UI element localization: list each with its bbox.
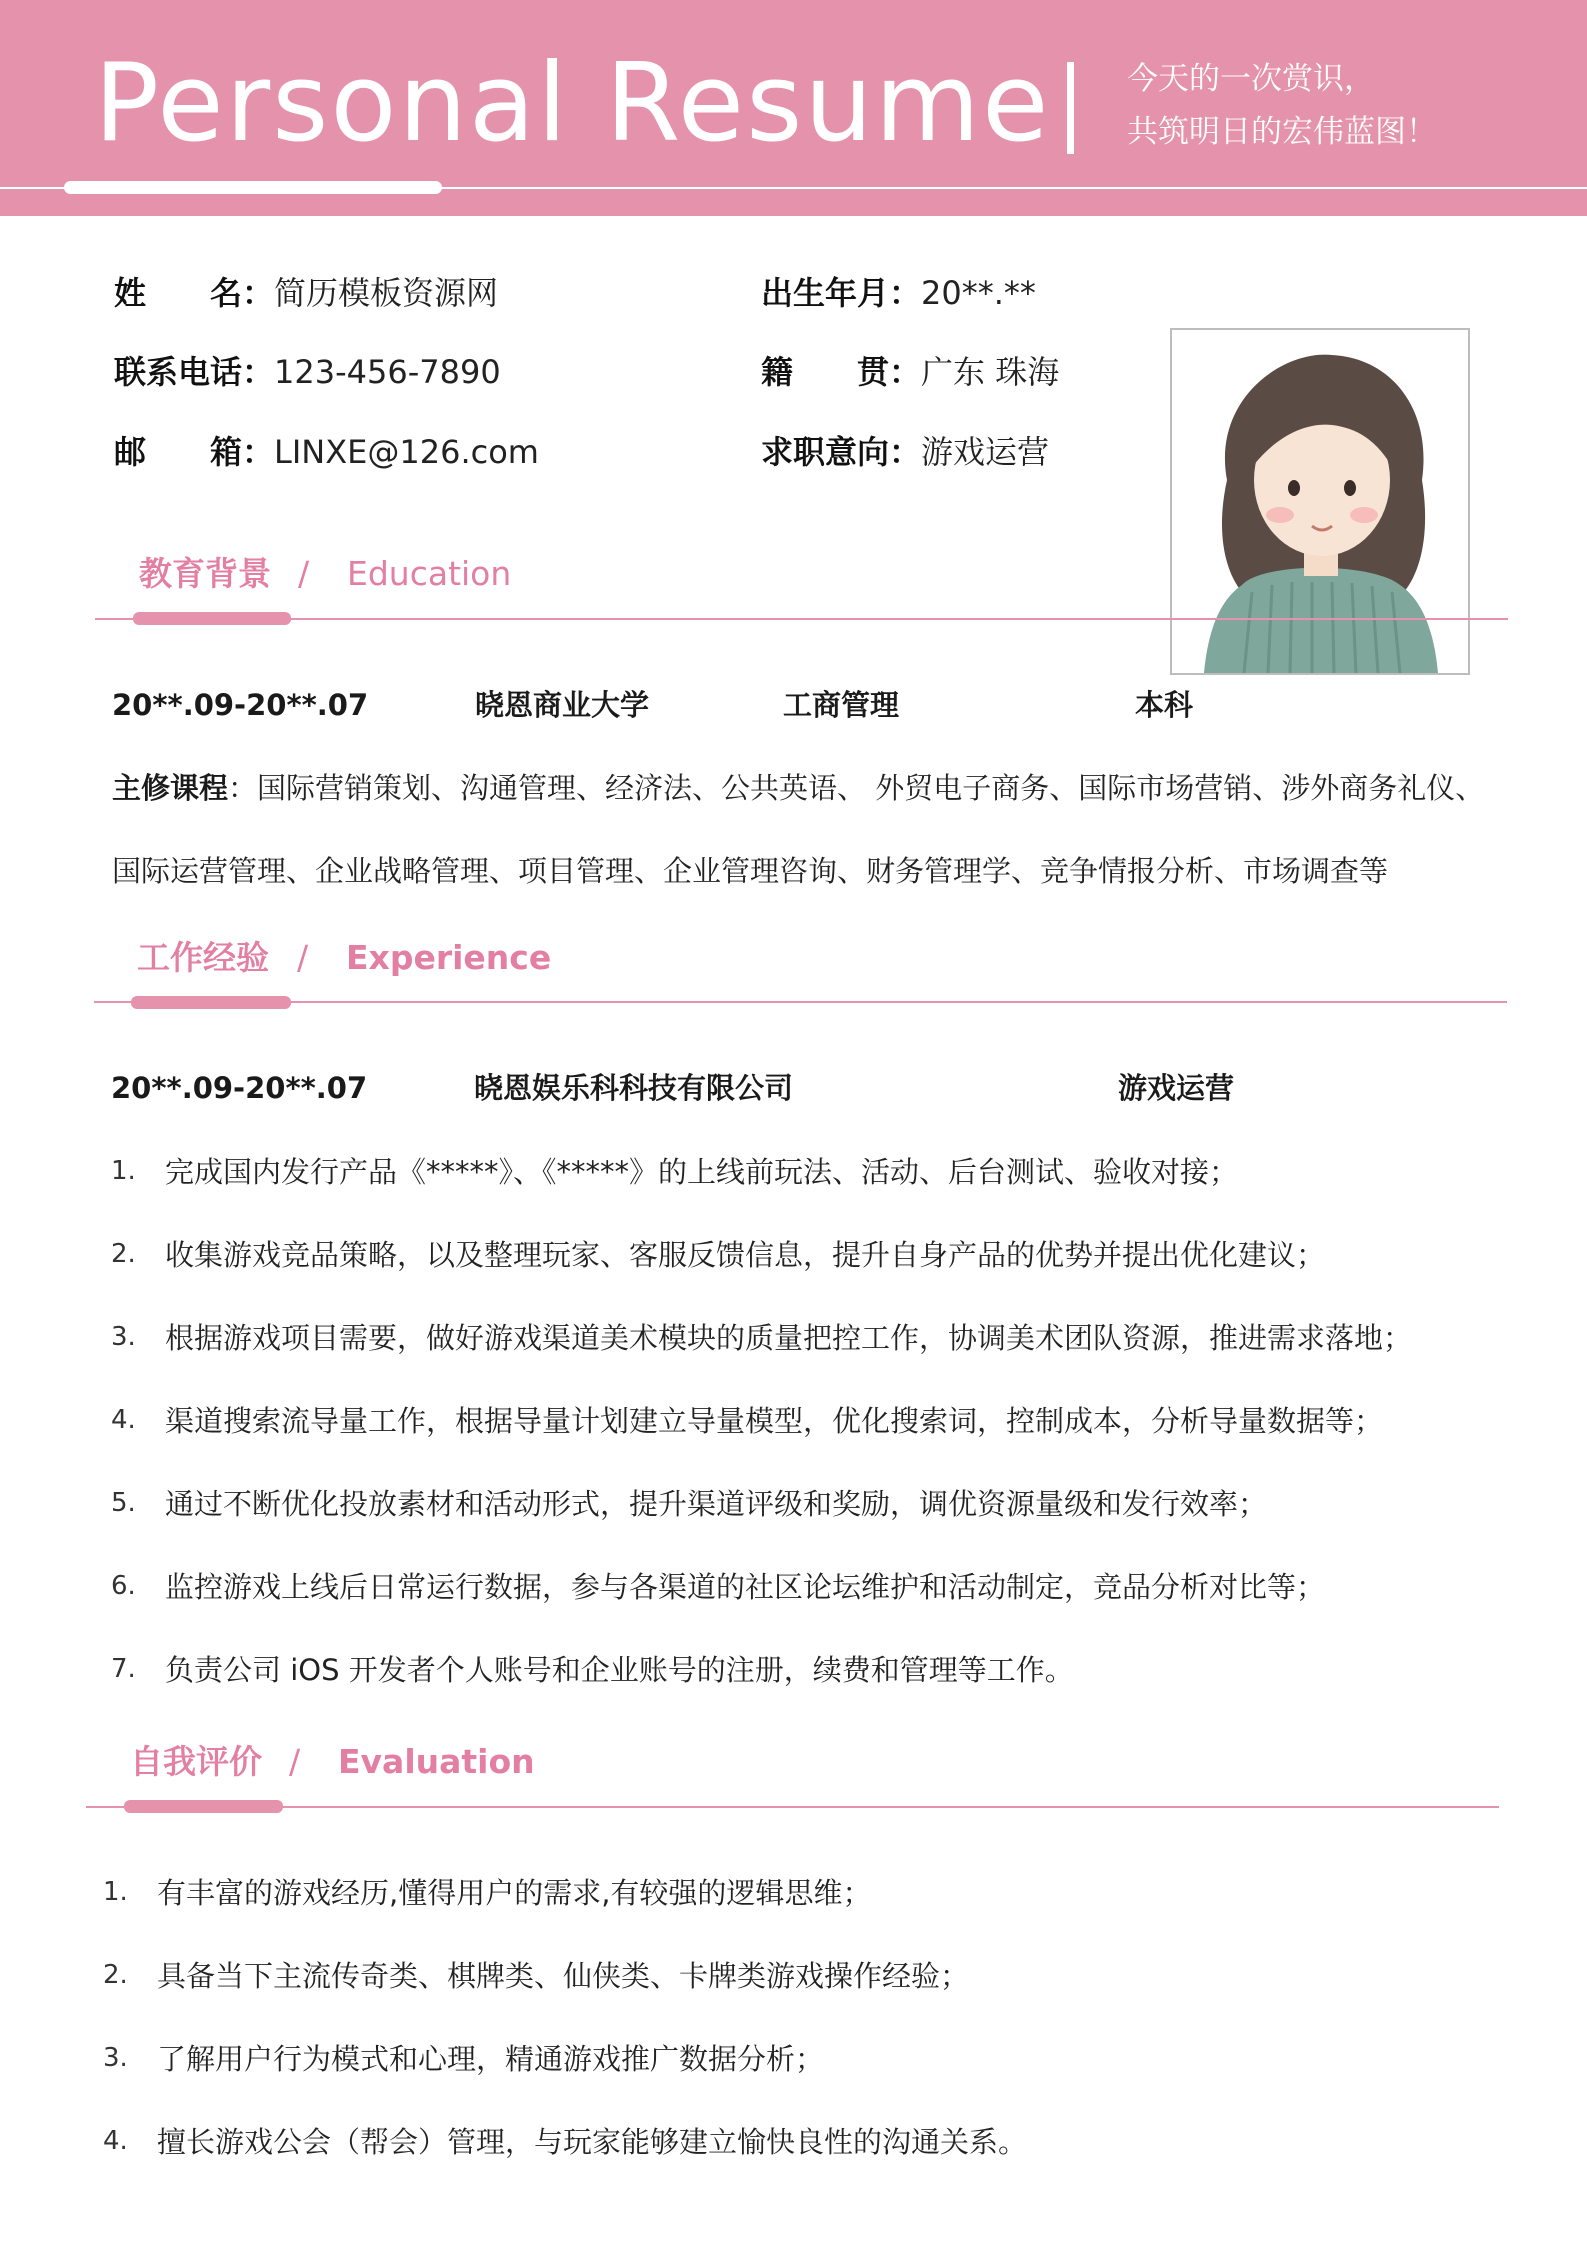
email-value: LINXE@126.com xyxy=(274,433,539,471)
info-phone xyxy=(114,353,501,391)
education-heading-cn: 教育背景 xyxy=(139,554,271,593)
list-item-number: 4. xyxy=(111,1405,136,1435)
experience-heading-cn: 工作经验 xyxy=(137,938,269,977)
header-banner xyxy=(0,0,1587,216)
list-item: 擅长游戏公会（帮会）管理，与玩家能够建立愉快良性的沟通关系。 xyxy=(157,2125,1028,2159)
intent-label: 求职意向： xyxy=(761,433,922,471)
evaluation-heading-slash: / xyxy=(289,1742,301,1781)
info-job-intent xyxy=(761,433,1050,471)
experience-position: 游戏运营 xyxy=(1118,1071,1235,1105)
native-value: 广东 珠海 xyxy=(921,353,1060,391)
list-item-number: 5. xyxy=(111,1488,136,1518)
profile-photo xyxy=(1170,328,1470,675)
list-item: 根据游戏项目需要，做好游戏渠道美术模块的质量把控工作，协调美术团队资源，推进需求落地； xyxy=(165,1321,1413,1355)
education-heading-slash: / xyxy=(298,554,310,593)
evaluation-divider xyxy=(86,1806,1499,1808)
list-item-number: 1. xyxy=(111,1156,136,1186)
list-item: 有丰富的游戏经历,懂得用户的需求,有较强的逻辑思维； xyxy=(157,1876,872,1910)
evaluation-heading-en: Evaluation xyxy=(338,1742,535,1781)
name-label: 姓 名： xyxy=(114,274,275,312)
education-divider xyxy=(95,618,1508,620)
evaluation-heading-cn: 自我评价 xyxy=(130,1742,262,1781)
experience-heading-slash: / xyxy=(297,938,309,977)
info-native-place xyxy=(761,353,1060,391)
avatar-illustration xyxy=(1172,330,1468,673)
evaluation-accent-bar xyxy=(124,1800,283,1813)
education-school: 晓恩商业大学 xyxy=(475,688,650,722)
native-label: 籍 贯： xyxy=(761,353,922,391)
list-item-number: 2. xyxy=(111,1239,136,1269)
list-item-number: 1. xyxy=(103,1877,128,1907)
slogan-line-1: 今天的一次赏识， xyxy=(1127,61,1375,97)
courses-line-1 xyxy=(112,771,1485,805)
courses-label: 主修课程 xyxy=(112,771,229,805)
list-item: 了解用户行为模式和心理，精通游戏推广数据分析； xyxy=(157,2042,825,2076)
info-name xyxy=(114,274,499,312)
list-item: 通过不断优化投放素材和活动形式，提升渠道评级和奖励，调优资源量级和发行效率； xyxy=(165,1487,1268,1521)
header-accent-bar xyxy=(64,181,442,194)
experience-divider xyxy=(94,1001,1507,1003)
experience-heading-en: Experience xyxy=(346,938,552,977)
list-item-number: 4. xyxy=(103,2126,128,2156)
education-heading-en: Education xyxy=(347,554,512,593)
name-value: 简历模板资源网 xyxy=(274,274,499,312)
slogan-line-2: 共筑明日的宏伟蓝图！ xyxy=(1127,114,1437,150)
birth-value: 20**.** xyxy=(921,274,1036,312)
courses-text-1: ：国际营销策划、沟通管理、经济法、公共英语、 外贸电子商务、国际市场营销、涉外商务礼仪、 xyxy=(228,771,1485,805)
phone-label: 联系电话： xyxy=(114,353,275,391)
list-item-number: 7. xyxy=(111,1654,136,1684)
list-item-number: 6. xyxy=(111,1571,136,1601)
list-item: 完成国内发行产品《*****》、《*****》的上线前玩法、活动、后台测试、验收对接； xyxy=(165,1155,1239,1189)
birth-label: 出生年月： xyxy=(761,274,922,312)
email-label: 邮 箱： xyxy=(114,433,275,471)
list-item-number: 3. xyxy=(103,2043,128,2073)
education-degree: 本科 xyxy=(1135,688,1194,722)
intent-value: 游戏运营 xyxy=(921,433,1050,471)
resume-title: Personal Resume xyxy=(94,41,1051,166)
list-item-number: 2. xyxy=(103,1960,128,1990)
list-item: 渠道搜索流导量工作，根据导量计划建立导量模型，优化搜索词，控制成本，分析导量数据等； xyxy=(165,1404,1384,1438)
phone-value: 123-456-7890 xyxy=(274,353,501,391)
courses-line-2: 国际运营管理、企业战略管理、项目管理、企业管理咨询、财务管理学、竞争情报分析、市场调查等 xyxy=(112,854,1389,888)
list-item: 具备当下主流传奇类、棋牌类、仙侠类、卡牌类游戏操作经验； xyxy=(157,1959,970,1993)
list-item: 负责公司 iOS 开发者个人账号和企业账号的注册，续费和管理等工作。 xyxy=(165,1653,1074,1687)
education-accent-bar xyxy=(133,612,291,625)
list-item: 监控游戏上线后日常运行数据，参与各渠道的社区论坛维护和活动制定，竞品分析对比等； xyxy=(165,1570,1326,1604)
experience-company: 晓恩娱乐科科技有限公司 xyxy=(474,1071,794,1105)
list-item-number: 3. xyxy=(111,1322,136,1352)
experience-period: 20**.09-20**.07 xyxy=(111,1071,368,1105)
info-email xyxy=(114,433,539,471)
list-item: 收集游戏竞品策略，以及整理玩家、客服反馈信息，提升自身产品的优势并提出优化建议； xyxy=(165,1238,1326,1272)
education-major: 工商管理 xyxy=(783,688,900,722)
experience-accent-bar xyxy=(131,996,291,1009)
info-birth xyxy=(761,274,1036,312)
header-divider xyxy=(1067,62,1074,154)
education-period: 20**.09-20**.07 xyxy=(112,688,369,722)
